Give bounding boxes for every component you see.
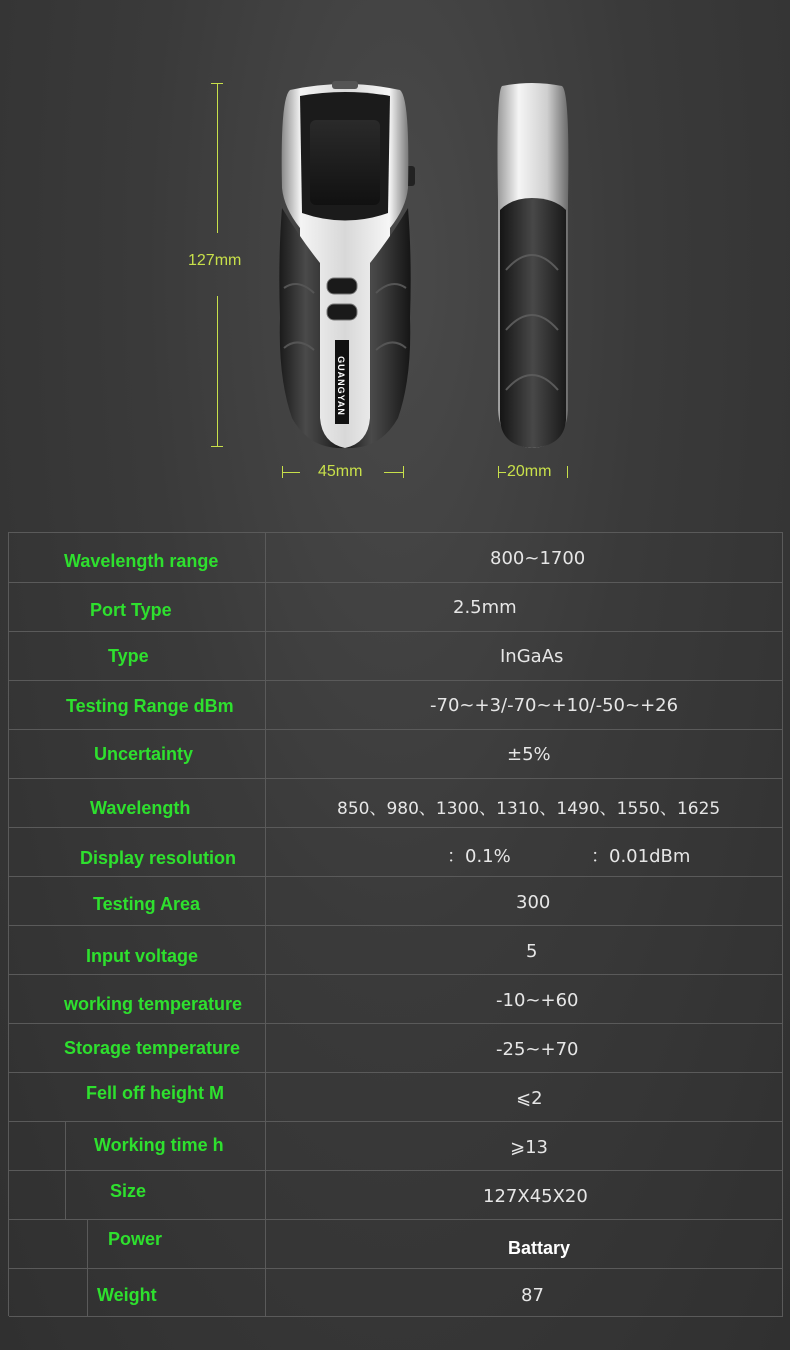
spec-value: -25~+70 — [496, 1039, 579, 1060]
depth-dimension-label: 20mm — [507, 463, 552, 480]
spec-label: Testing Area — [93, 894, 201, 914]
spec-label: working temperature — [64, 994, 243, 1014]
brand-plate — [334, 344, 348, 428]
spec-label-cell — [9, 533, 266, 582]
spec-label-cell — [9, 1268, 266, 1316]
spec-label: Size — [110, 1181, 147, 1201]
spec-value: 800~1700 — [490, 548, 586, 569]
spec-label-cell — [9, 582, 266, 631]
height-dimension-label: 127mm — [188, 252, 242, 269]
spec-value: ⩽2 — [516, 1088, 543, 1109]
spec-label: Fell off height M — [86, 1083, 224, 1103]
width-dimension-label: 45mm — [318, 463, 363, 480]
table-row — [9, 925, 783, 975]
spec-label: Storage temperature — [64, 1038, 241, 1058]
height-dimension-bottom-tick — [211, 446, 223, 447]
spec-label-cell — [9, 876, 266, 925]
width-dimension-line-left — [282, 472, 300, 473]
spec-label-cell — [9, 631, 266, 680]
spec-value: ±5% — [507, 744, 551, 765]
width-dimension-right-tick — [403, 466, 404, 478]
spec-label: Weight — [97, 1285, 157, 1305]
spec-label: Wavelength — [90, 798, 191, 818]
spec-value: InGaAs — [500, 646, 564, 667]
spec-table — [8, 532, 783, 1316]
spec-label-cell — [9, 925, 266, 974]
product-image-area — [0, 0, 790, 520]
spec-label-cell — [9, 680, 266, 729]
spec-label-cell — [9, 729, 266, 778]
table-row — [9, 1268, 783, 1317]
table-row — [9, 1170, 783, 1220]
spec-label-cell — [9, 1072, 266, 1121]
table-row — [9, 631, 783, 681]
table-row — [9, 729, 783, 779]
brand-logo-text: GUANGYAN — [336, 356, 346, 416]
depth-dimension-line-left — [498, 472, 506, 473]
spec-value: 2.5mm — [453, 597, 517, 618]
spec-label-cell — [9, 1023, 266, 1072]
spec-label: Type — [108, 646, 149, 666]
spec-value: ：0.1% — [447, 846, 511, 867]
spec-value: 5 — [526, 941, 538, 962]
spec-label-cell — [9, 1219, 266, 1268]
table-row — [9, 1072, 783, 1122]
spec-value-secondary: ：0.01dBm — [591, 846, 691, 867]
spec-value: -70~+3/-70~+10/-50~+26 — [430, 695, 679, 716]
spec-value: 850、980、1300、1310、1490、1550、1625 — [337, 799, 721, 819]
height-dimension-line-bottom — [217, 296, 218, 446]
spec-label: Wavelength range — [64, 551, 219, 571]
table-row — [9, 827, 783, 877]
table-row — [9, 533, 783, 583]
spec-value: 127X45X20 — [483, 1186, 588, 1207]
depth-dimension-right-tick — [567, 466, 568, 478]
spec-label: Testing Range dBm — [66, 696, 234, 716]
table-row — [9, 1121, 783, 1171]
table-row — [9, 974, 783, 1024]
table-row — [9, 1023, 783, 1073]
table-row — [9, 582, 783, 632]
spec-value: 300 — [516, 892, 551, 913]
spec-label-cell — [9, 974, 266, 1023]
spec-value: 87 — [521, 1285, 544, 1306]
spec-label: Power — [108, 1229, 163, 1249]
device-side-view — [492, 80, 574, 452]
height-dimension-line-top — [217, 83, 218, 233]
width-dimension-line-right — [384, 472, 404, 473]
spec-label-cell — [9, 778, 266, 827]
spec-value: ⩾13 — [510, 1137, 548, 1158]
table-row — [9, 778, 783, 828]
spec-value: -10~+60 — [496, 990, 579, 1011]
spec-label: Port Type — [90, 600, 172, 620]
spec-label-cell — [9, 827, 266, 876]
spec-label: Working time h — [94, 1135, 224, 1155]
spec-label: Input voltage — [86, 946, 198, 966]
spec-label: Uncertainty — [94, 744, 194, 764]
table-row — [9, 1219, 783, 1269]
spec-label-cell — [9, 1121, 266, 1170]
spec-label: Display resolution — [80, 848, 237, 868]
spec-value: Battary — [508, 1238, 571, 1258]
table-row — [9, 680, 783, 730]
table-row — [9, 876, 783, 926]
spec-label-cell — [9, 1170, 266, 1219]
